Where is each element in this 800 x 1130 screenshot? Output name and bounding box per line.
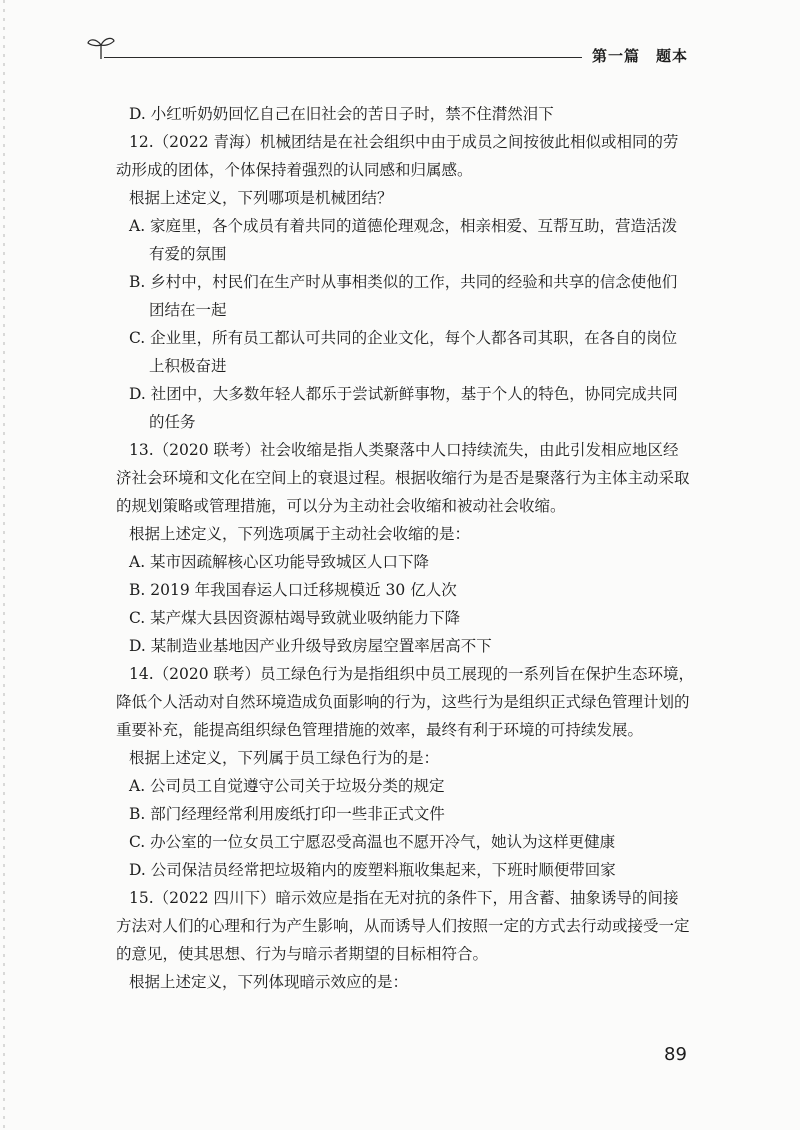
text-line: D. 公司保洁员经常把垃圾箱内的废塑料瓶收集起来，下班时顺便带回家	[129, 861, 616, 879]
text-line: B. 2019 年我国春运人口迁移规模近 30 亿人次	[129, 581, 457, 599]
header-title: 第一篇 题本	[592, 47, 689, 65]
text-line: D. 某制造业基地因产业升级导致房屋空置率居高不下	[129, 637, 492, 655]
text-line: 12.（2022 青海）机械团结是在社会组织中由于成员之间按彼此相似或相同的劳	[129, 133, 679, 151]
header-rule	[104, 57, 582, 58]
text-line: D. 小红听奶奶回忆自己在旧社会的苦日子时，禁不住潸然泪下	[129, 105, 554, 123]
page-number: 89	[664, 1044, 687, 1065]
text-line: 降低个人活动对自然环境造成负面影响的行为，这些行为是组织正式绿色管理计划的	[116, 693, 690, 711]
text-line: A. 家庭里，各个成员有着共同的道德伦理观念，相亲相爱、互帮互助，营造活泼	[129, 217, 678, 235]
text-line: 根据上述定义，下列哪项是机械团结？	[129, 189, 393, 207]
text-line: 济社会环境和文化在空间上的衰退过程。根据收缩行为是否是聚落行为主体主动采取	[116, 469, 690, 487]
text-line: 动形成的团体，个体保持着强烈的认同感和归属感。	[116, 161, 473, 179]
text-line: C. 某产煤大县因资源枯竭导致就业吸纳能力下降	[129, 609, 461, 627]
text-line: A. 某市因疏解核心区功能导致城区人口下降	[129, 553, 430, 571]
text-line: B. 乡村中，村民们在生产时从事相类似的工作，共同的经验和共享的信念使他们	[129, 273, 678, 291]
text-line: 15.（2022 四川下）暗示效应是指在无对抗的条件下，用含蓄、抽象诱导的间接	[129, 889, 679, 907]
text-line: 根据上述定义，下列属于员工绿色行为的是：	[129, 749, 440, 767]
page-header	[0, 0, 800, 80]
text-line: 根据上述定义，下列选项属于主动社会收缩的是：	[129, 525, 471, 543]
text-line: 14.（2020 联考）员工绿色行为是指组织中员工展现的一系列旨在保护生态环境，	[129, 665, 695, 683]
text-line: 的意见，使其思想、行为与暗示者期望的目标相符合。	[116, 945, 489, 963]
scan-edge-artifact	[3, 0, 5, 1130]
text-line: A. 公司员工自觉遵守公司关于垃圾分类的规定	[129, 777, 445, 795]
text-line: 的任务	[149, 413, 196, 431]
text-line: 上积极奋进	[149, 357, 227, 375]
text-line: 的规划策略或管理措施，可以分为主动社会收缩和被动社会收缩。	[116, 497, 566, 515]
text-line: C. 企业里，所有员工都认可共同的企业文化，每个人都各司其职，在各自的岗位	[129, 329, 678, 347]
text-line: C. 办公室的一位女员工宁愿忍受高温也不愿开冷气，她认为这样更健康	[129, 833, 616, 851]
text-line: 13.（2020 联考）社会收缩是指人类聚落中人口持续流失，由此引发相应地区经	[129, 441, 679, 459]
text-line: 重要补充，能提高组织绿色管理措施的效率，最终有利于环境的可持续发展。	[116, 721, 644, 739]
text-line: B. 部门经理经常利用废纸打印一些非正式文件	[129, 805, 445, 823]
text-line: 团结在一起	[149, 301, 227, 319]
page-body	[116, 103, 712, 999]
text-line: D. 社团中，大多数年轻人都乐于尝试新鲜事物，基于个人的特色，协同完成共同	[129, 385, 678, 403]
text-line: 方法对人们的心理和行为产生影响，从而诱导人们按照一定的方式去行动或接受一定	[116, 917, 690, 935]
text-line: 根据上述定义，下列体现暗示效应的是：	[129, 973, 409, 991]
text-line: 有爱的氛围	[149, 245, 227, 263]
